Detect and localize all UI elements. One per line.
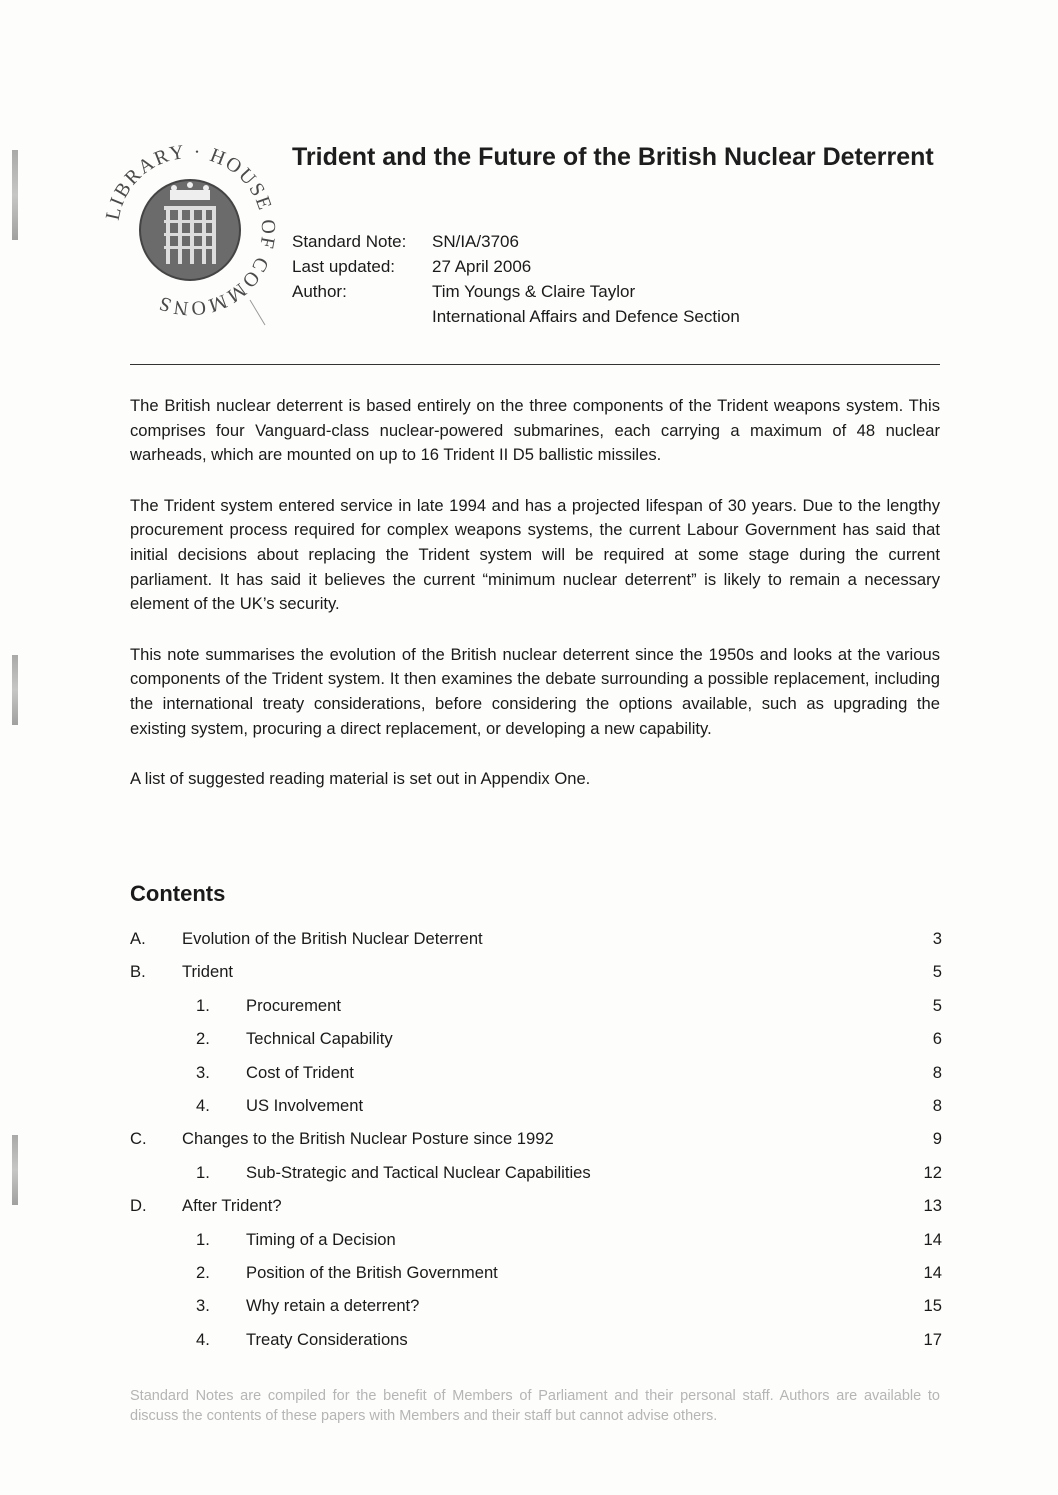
scan-artifact — [12, 1135, 18, 1205]
toc-marker: C. — [130, 1129, 147, 1149]
toc-entry — [130, 958, 942, 991]
footer-disclaimer: Standard Notes are compiled for the benefit of Members of Parliament and their personal staff. Authors are available to discuss the contents of these papers with Members and their staff but cannot advise others. — [130, 1388, 940, 1424]
toc-entry — [130, 1059, 942, 1092]
toc-title: Position of the British Government — [246, 1262, 498, 1282]
document-meta — [292, 229, 740, 329]
toc-page-number: 5 — [932, 995, 942, 1015]
toc-title: US Involvement — [246, 1095, 364, 1115]
toc-page-number: 3 — [932, 929, 942, 948]
meta-label — [292, 304, 432, 329]
meta-value: Tim Youngs & Claire Taylor — [432, 282, 636, 301]
toc-entry — [130, 1326, 942, 1359]
toc-entry — [130, 1226, 942, 1259]
toc-entry — [130, 1025, 942, 1058]
toc-page-number: 13 — [923, 1196, 942, 1216]
toc-page-number: 17 — [923, 1329, 942, 1349]
toc-page-number: 15 — [923, 1296, 942, 1316]
meta-value: International Affairs and Defence Section — [432, 307, 740, 326]
toc-entry — [130, 1092, 942, 1125]
logo-ring-text: LIBRARY · HOUSE OF COMMONS — [101, 140, 280, 320]
toc-title: Why retain a deterrent? — [246, 1296, 420, 1316]
toc-title: Evolution of the British Nuclear Deterrent — [182, 929, 483, 948]
toc-marker: 3. — [196, 1296, 210, 1316]
toc-marker: 4. — [196, 1095, 210, 1115]
toc-page-number: 12 — [923, 1162, 942, 1182]
toc-marker: 3. — [196, 1062, 210, 1082]
toc-marker: 1. — [196, 1162, 210, 1182]
toc-page-number: 8 — [932, 1062, 942, 1082]
meta-row-standard-note — [292, 229, 740, 254]
toc-entry — [130, 1125, 942, 1158]
scan-artifact — [12, 655, 18, 725]
header-divider — [130, 364, 940, 365]
meta-row-last-updated — [292, 254, 740, 279]
toc-page-number: 6 — [932, 1029, 942, 1049]
document-title: Trident and the Future of the British Nuclear Deterrent — [292, 143, 934, 171]
toc-page-number: 9 — [932, 1129, 942, 1149]
house-of-commons-library-logo — [100, 130, 280, 330]
summary-paragraph: The British nuclear deterrent is based entirely on the three components of the Trident weapons system. This comprises four Vanguard-class nuclear-powered submarines, each carrying a maximum of 48 nuclear warheads, which are mounted on up to 16 Trident II D5 ballistic missiles. — [130, 396, 940, 465]
toc-title: Sub-Strategic and Tactical Nuclear Capabilities — [246, 1162, 591, 1182]
toc-entry — [130, 925, 942, 958]
meta-label: Standard Note: — [292, 232, 407, 251]
summary-paragraph: The Trident system entered service in late 1994 and has a projected lifespan of 30 years. Due to the lengthy procurement process required for complex weapons systems, the current Labour Government has said that initial decisions about replacing the Trident system will be required at some stage during the current parliament. It has said it believes the current “minimum nuclear deterrent” is likely to remain a necessary element of the UK’s security. — [130, 495, 940, 614]
toc-marker: 1. — [196, 1229, 210, 1249]
meta-value: SN/IA/3706 — [432, 232, 519, 251]
toc-entry — [130, 1292, 942, 1325]
toc-marker: D. — [130, 1196, 147, 1216]
toc-title: Procurement — [246, 995, 341, 1015]
meta-value: 27 April 2006 — [432, 257, 532, 276]
meta-row-section — [292, 304, 740, 329]
contents-heading: Contents — [130, 881, 226, 906]
meta-row-author — [292, 279, 740, 304]
toc-marker: B. — [130, 962, 146, 982]
toc-title: Changes to the British Nuclear Posture since 1992 — [182, 1129, 554, 1149]
table-of-contents — [130, 925, 942, 1359]
toc-page-number: 14 — [923, 1229, 942, 1249]
toc-page-number: 8 — [932, 1095, 942, 1115]
toc-title: Treaty Considerations — [246, 1329, 408, 1349]
meta-label: Last updated: — [292, 257, 396, 276]
toc-title: After Trident? — [182, 1196, 282, 1216]
toc-marker: 2. — [196, 1262, 210, 1282]
summary-body — [130, 394, 940, 818]
toc-marker: A. — [130, 929, 146, 948]
toc-entry — [130, 1159, 942, 1192]
toc-entry — [130, 992, 942, 1025]
meta-label: Author: — [292, 282, 347, 301]
summary-paragraph: A list of suggested reading material is set out in Appendix One. — [130, 769, 591, 789]
scan-artifact — [12, 150, 18, 240]
toc-title: Technical Capability — [246, 1029, 393, 1049]
toc-page-number: 14 — [923, 1262, 942, 1282]
summary-paragraph: This note summarises the evolution of the British nuclear deterrent since the 1950s and looks at the various components of the Trident system. It then examines the debate surrounding a possible replacement, including the international treaty considerations, before considering the options available, such as upgrading the existing system, procuring a direct replacement, or developing a new capability. — [130, 644, 940, 738]
toc-title: Timing of a Decision — [246, 1229, 396, 1249]
toc-entry — [130, 1259, 942, 1292]
toc-marker: 4. — [196, 1329, 210, 1349]
portcullis-crest-icon — [100, 130, 280, 330]
toc-entry — [130, 1192, 942, 1225]
toc-marker: 2. — [196, 1029, 210, 1049]
toc-page-number: 5 — [932, 962, 942, 982]
toc-marker: 1. — [196, 995, 210, 1015]
toc-title: Cost of Trident — [246, 1062, 354, 1082]
toc-title: Trident — [182, 962, 234, 982]
